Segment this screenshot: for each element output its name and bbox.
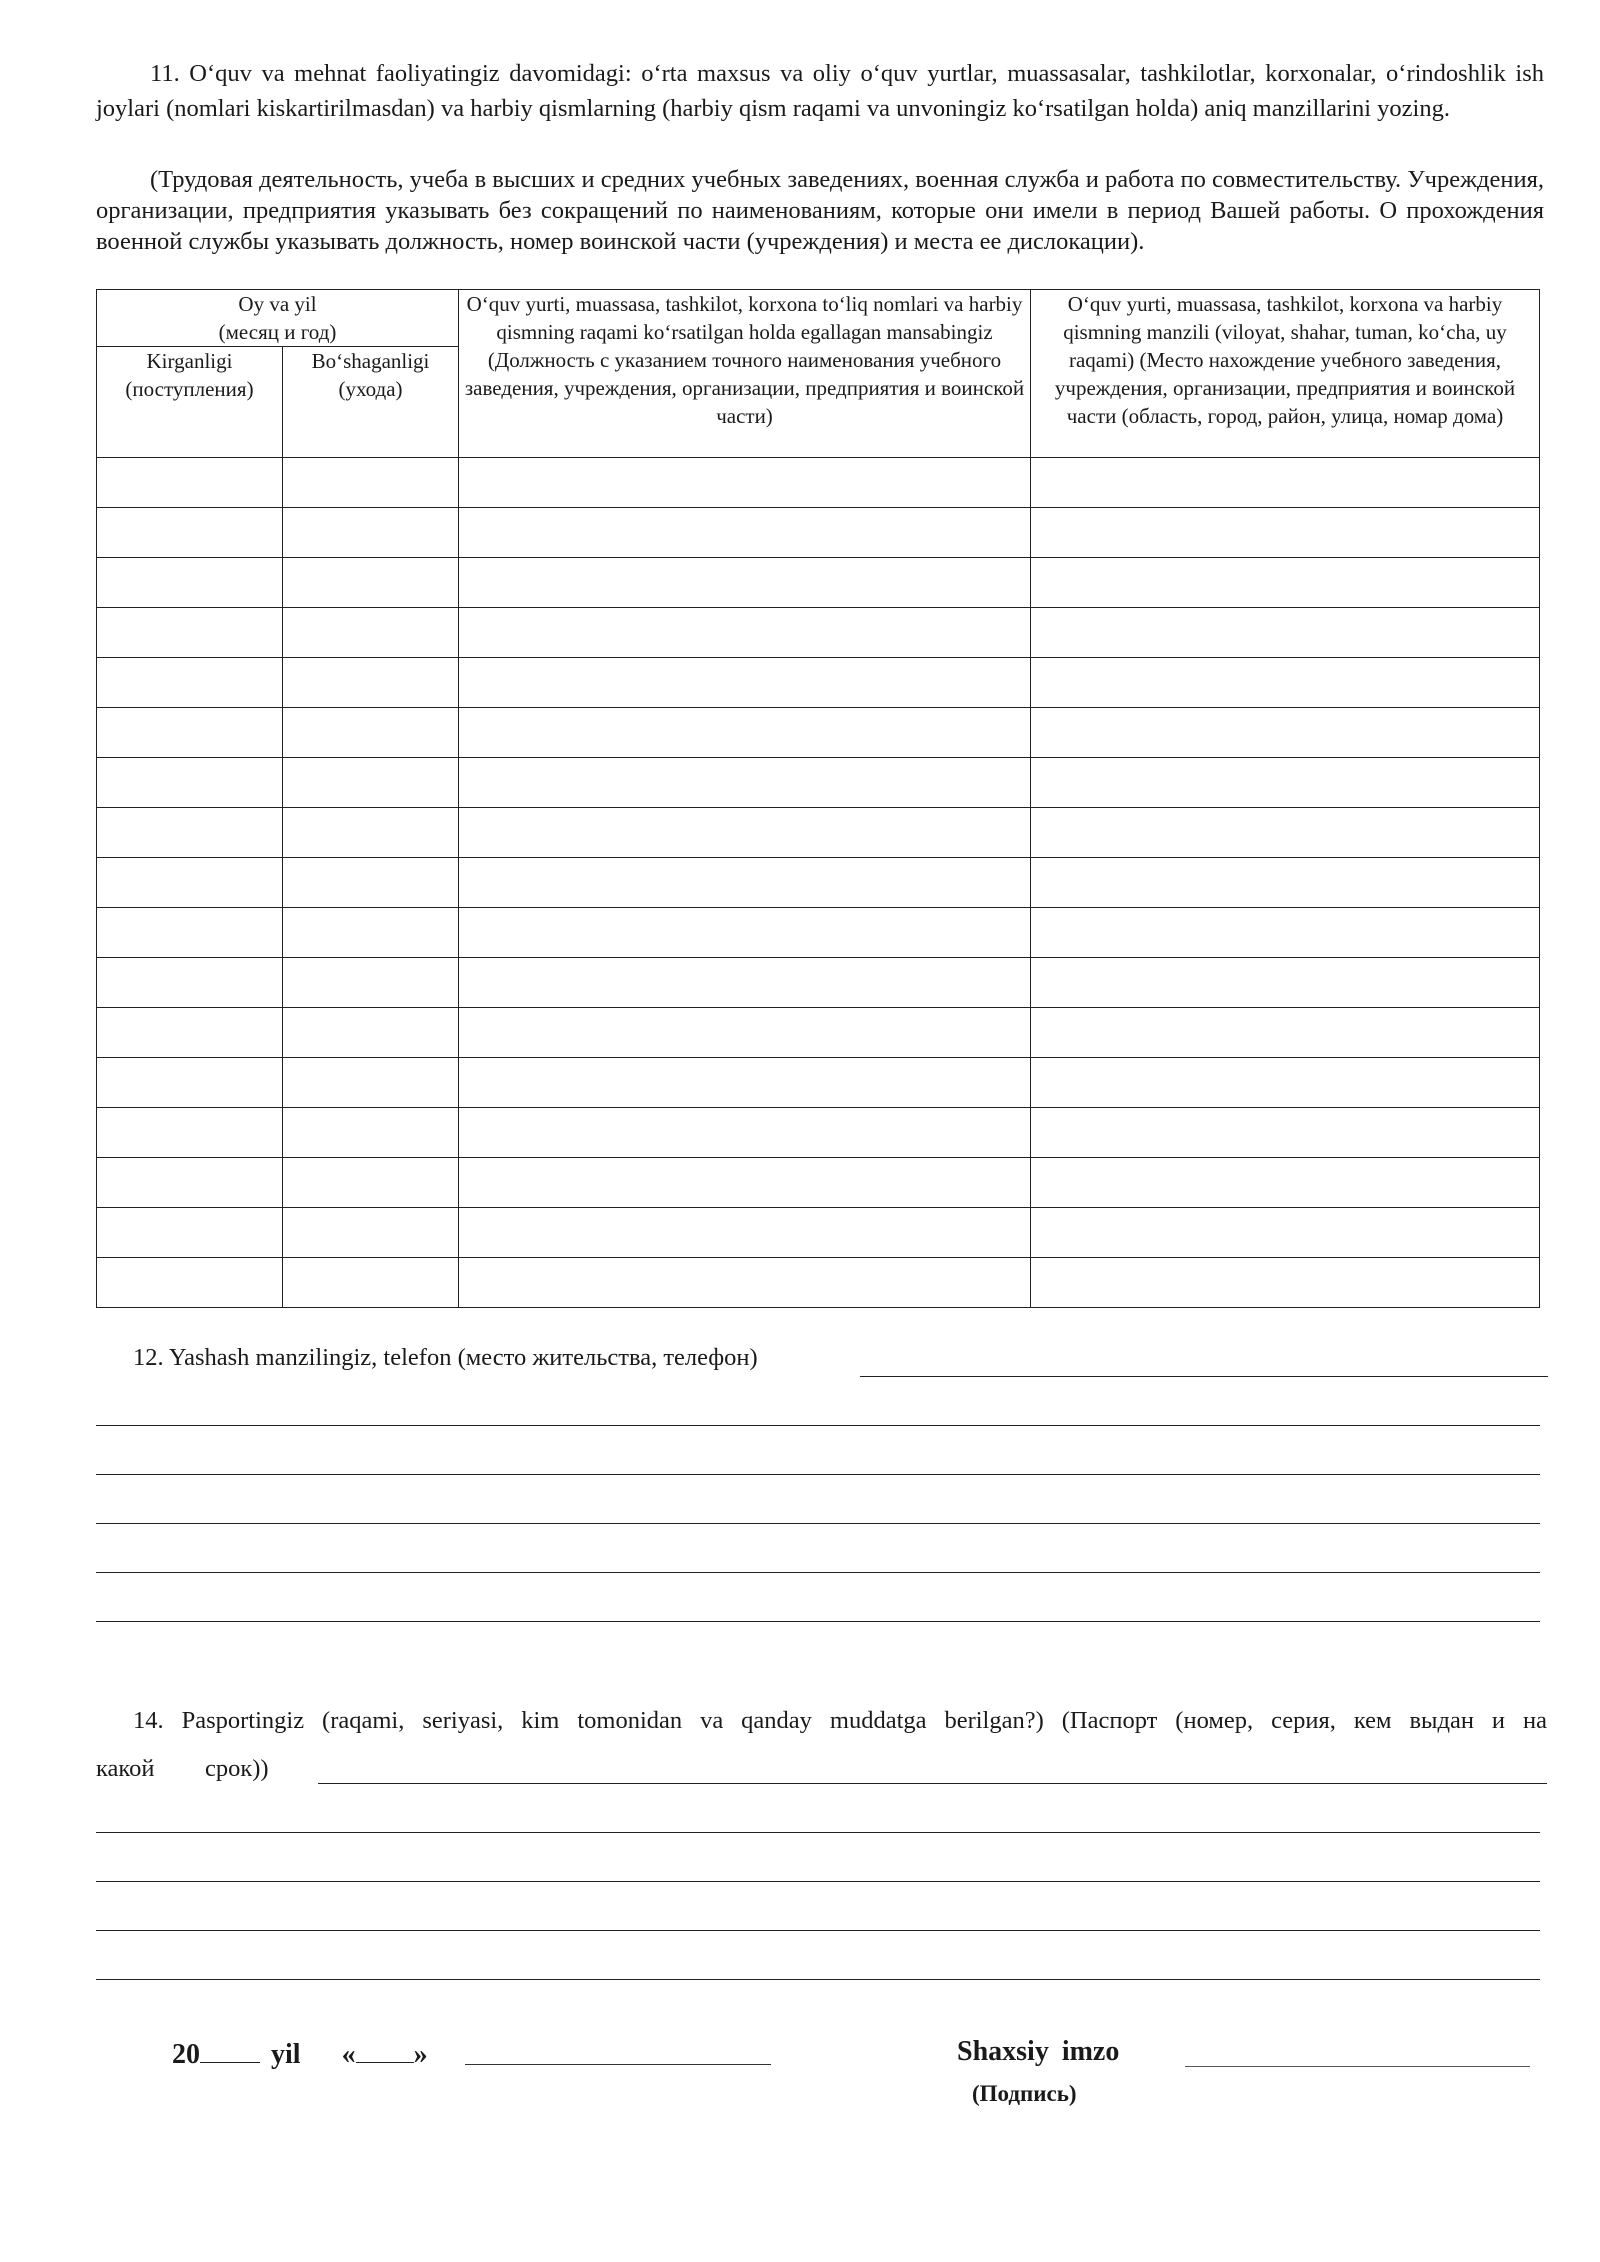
work-history-table xyxy=(96,289,1540,1308)
section-12-label: 12. Yashash manzilingiz, telefon (место жительства, телефон) xyxy=(133,1344,758,1371)
table-row xyxy=(97,1008,1540,1058)
end-date-cell[interactable] xyxy=(283,508,459,558)
date-field xyxy=(172,2036,428,2071)
address-cell[interactable] xyxy=(1031,1258,1540,1308)
position-cell[interactable] xyxy=(459,658,1031,708)
end-date-cell[interactable] xyxy=(283,1208,459,1258)
residence-line[interactable] xyxy=(96,1572,1540,1573)
address-column-header xyxy=(1031,290,1540,458)
start-date-cell[interactable] xyxy=(97,658,283,708)
address-cell[interactable] xyxy=(1031,958,1540,1008)
start-date-cell[interactable] xyxy=(97,708,283,758)
position-cell[interactable] xyxy=(459,1108,1031,1158)
position-cell[interactable] xyxy=(459,808,1031,858)
position-cell[interactable] xyxy=(459,458,1031,508)
position-cell[interactable] xyxy=(459,858,1031,908)
passport-input-line[interactable] xyxy=(318,1783,1547,1784)
end-date-cell[interactable] xyxy=(283,1008,459,1058)
address-cell[interactable] xyxy=(1031,1008,1540,1058)
section-14-label: 14. Pasportingiz (raqami, seriyasi, kim tomonidan va qanday muddatga berilgan?) (Паспорт (номер, серия, кем выдан и на xyxy=(133,1707,1547,1734)
date-group-header xyxy=(97,290,459,347)
day-quote-open: « xyxy=(341,2039,356,2070)
address-cell[interactable] xyxy=(1031,808,1540,858)
end-date-cell[interactable] xyxy=(283,708,459,758)
position-cell[interactable] xyxy=(459,1158,1031,1208)
start-date-cell[interactable] xyxy=(97,908,283,958)
end-date-label: Bo‘shaganligi xyxy=(311,349,430,373)
address-cell[interactable] xyxy=(1031,1108,1540,1158)
table-row xyxy=(97,1208,1540,1258)
address-cell[interactable] xyxy=(1031,458,1540,508)
passport-line[interactable] xyxy=(96,1979,1540,1980)
table-row xyxy=(97,908,1540,958)
start-date-cell[interactable] xyxy=(97,858,283,908)
end-date-cell[interactable] xyxy=(283,1258,459,1308)
end-date-cell[interactable] xyxy=(283,1108,459,1158)
table-row xyxy=(97,958,1540,1008)
table-row xyxy=(97,458,1540,508)
section-11-text-uz xyxy=(96,56,1544,126)
end-date-cell[interactable] xyxy=(283,1158,459,1208)
table-row xyxy=(97,1158,1540,1208)
residence-line[interactable] xyxy=(96,1621,1540,1622)
address-cell[interactable] xyxy=(1031,558,1540,608)
start-date-cell[interactable] xyxy=(97,958,283,1008)
start-date-cell[interactable] xyxy=(97,1008,283,1058)
end-date-cell[interactable] xyxy=(283,458,459,508)
passport-line[interactable] xyxy=(96,1930,1540,1931)
work-history-body xyxy=(97,458,1540,1308)
position-cell[interactable] xyxy=(459,958,1031,1008)
address-cell[interactable] xyxy=(1031,1058,1540,1108)
residence-line[interactable] xyxy=(96,1474,1540,1475)
signature-sub-label: (Подпись) xyxy=(972,2081,1077,2106)
address-cell[interactable] xyxy=(1031,858,1540,908)
start-date-cell[interactable] xyxy=(97,1208,283,1258)
end-date-cell[interactable] xyxy=(283,908,459,958)
start-date-cell[interactable] xyxy=(97,1058,283,1108)
address-cell[interactable] xyxy=(1031,758,1540,808)
address-cell[interactable] xyxy=(1031,658,1540,708)
address-cell[interactable] xyxy=(1031,708,1540,758)
year-suffix: yil xyxy=(271,2039,301,2070)
month-blank-line[interactable] xyxy=(465,2064,771,2065)
table-row xyxy=(97,808,1540,858)
end-date-cell[interactable] xyxy=(283,558,459,608)
position-cell[interactable] xyxy=(459,608,1031,658)
start-date-label-ru: (поступления) xyxy=(125,377,254,401)
end-date-cell[interactable] xyxy=(283,758,459,808)
address-cell[interactable] xyxy=(1031,1208,1540,1258)
section-14-label-cont-b: срок)) xyxy=(205,1755,269,1782)
end-date-cell[interactable] xyxy=(283,958,459,1008)
year-prefix: 20 xyxy=(172,2039,200,2070)
signature-line[interactable] xyxy=(1185,2066,1530,2067)
table-row xyxy=(97,858,1540,908)
residence-line[interactable] xyxy=(96,1425,1540,1426)
date-group-title-ru: (месяц и год) xyxy=(218,320,337,344)
end-date-label-ru: (ухода) xyxy=(338,377,403,401)
day-blank[interactable] xyxy=(356,2036,414,2063)
start-date-cell[interactable] xyxy=(97,608,283,658)
table-row xyxy=(97,558,1540,608)
position-cell[interactable] xyxy=(459,708,1031,758)
start-date-cell[interactable] xyxy=(97,1158,283,1208)
end-date-cell[interactable] xyxy=(283,808,459,858)
passport-line[interactable] xyxy=(96,1832,1540,1833)
table-row xyxy=(97,758,1540,808)
start-date-cell[interactable] xyxy=(97,808,283,858)
position-cell[interactable] xyxy=(459,1208,1031,1258)
address-cell[interactable] xyxy=(1031,608,1540,658)
passport-line[interactable] xyxy=(96,1881,1540,1882)
start-date-cell[interactable] xyxy=(97,1258,283,1308)
position-cell[interactable] xyxy=(459,1258,1031,1308)
signature-label: Shaxsiy imzo xyxy=(957,2036,1120,2067)
table-row xyxy=(97,608,1540,658)
address-cell[interactable] xyxy=(1031,908,1540,958)
table-row xyxy=(97,1108,1540,1158)
position-cell[interactable] xyxy=(459,1008,1031,1058)
end-date-header xyxy=(283,347,459,458)
position-cell[interactable] xyxy=(459,908,1031,958)
year-blank[interactable] xyxy=(200,2036,260,2063)
position-column-label: O‘quv yurti, muassasa, tashkilot, korxona to‘liq nomlari va harbiy qismning raqami ko‘rsatilgan holda egallagan mansabingiz (Должность с указанием точного наименования учебного заведения, учреждения, организации, предприятия и воинской части) xyxy=(464,292,1025,428)
address-cell[interactable] xyxy=(1031,1158,1540,1208)
table-row xyxy=(97,508,1540,558)
position-cell[interactable] xyxy=(459,1058,1031,1108)
end-date-cell[interactable] xyxy=(283,608,459,658)
residence-line[interactable] xyxy=(96,1523,1540,1524)
section-11-paragraph-uz: 11. O‘quv va mehnat faoliyatingiz davomidagi: o‘rta maxsus va oliy o‘quv yurtlar, muassasalar, tashkilotlar, korxonalar, o‘rindoshlik ish joylari (nomlari kiskartirilmasdan) va harbiy qismlarning (harbiy qism raqami va unvoningiz ko‘rsatilgan holda) aniq manzillarini yozing. xyxy=(96,60,1544,122)
position-column-header xyxy=(459,290,1031,458)
table-row xyxy=(97,658,1540,708)
date-group-title: Oy va yil xyxy=(238,292,317,316)
day-quote-close: » xyxy=(413,2039,428,2070)
end-date-cell[interactable] xyxy=(283,1058,459,1108)
table-header-row-1 xyxy=(97,290,1540,347)
end-date-cell[interactable] xyxy=(283,858,459,908)
start-date-cell[interactable] xyxy=(97,1108,283,1158)
section-11-text-ru xyxy=(96,164,1544,257)
section-11-paragraph-ru: (Трудовая деятельность, учеба в высших и средних учебных заведениях, военная служба и работа по совместительству. Учреждения, организации, предприятия указывать без сокращений по наименованиям, которые они имели в период Вашей работы. О прохождения военной службы указывать должность, номер воинской части (учреждения) и места ее дислокации). xyxy=(96,166,1544,255)
start-date-cell[interactable] xyxy=(97,558,283,608)
start-date-label: Kirganligi xyxy=(146,349,233,373)
start-date-cell[interactable] xyxy=(97,508,283,558)
position-cell[interactable] xyxy=(459,508,1031,558)
residence-input-line[interactable] xyxy=(860,1376,1548,1377)
address-cell[interactable] xyxy=(1031,508,1540,558)
end-date-cell[interactable] xyxy=(283,658,459,708)
table-row xyxy=(97,1258,1540,1308)
position-cell[interactable] xyxy=(459,558,1031,608)
position-cell[interactable] xyxy=(459,758,1031,808)
section-14-label-cont-a: какой xyxy=(96,1755,155,1782)
start-date-cell[interactable] xyxy=(97,458,283,508)
table-row xyxy=(97,708,1540,758)
table-row xyxy=(97,1058,1540,1108)
start-date-header xyxy=(97,347,283,458)
start-date-cell[interactable] xyxy=(97,758,283,808)
address-column-label: O‘quv yurti, muassasa, tashkilot, korxona va harbiy qismning manzili (viloyat, shahar, tuman, ko‘cha, uy raqami) (Место нахождение учебного заведения, учреждения, организации, предприятия и воинской части (область, город, район, улица, номар дома) xyxy=(1054,292,1516,428)
